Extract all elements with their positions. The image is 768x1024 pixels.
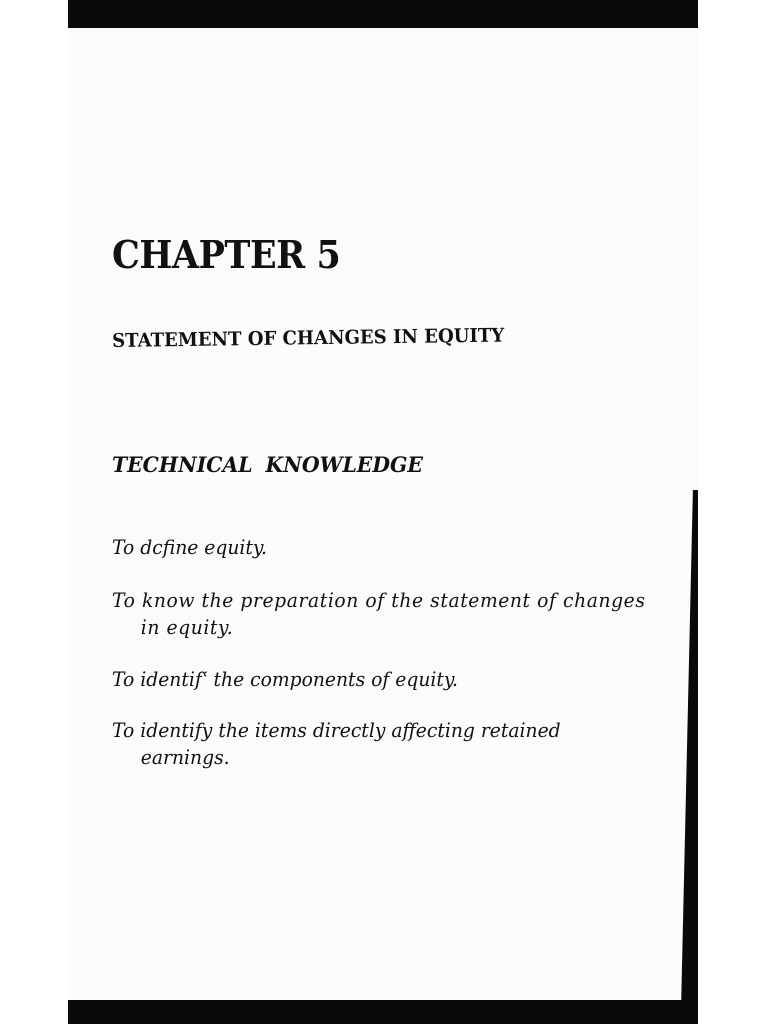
objective-item: To identifʿ the components of equity.: [112, 668, 458, 691]
scan-border-top: [68, 0, 698, 28]
chapter-heading: CHAPTER 5: [112, 232, 341, 277]
objective-item: To identify the items directly affecting retained earnings.: [112, 719, 561, 769]
objectives-list: [112, 534, 672, 796]
scan-border-bottom: [68, 1000, 698, 1024]
document-page: [68, 28, 698, 1000]
objective-item: To know the preparation of the statement of changes in equity.: [112, 589, 646, 639]
chapter-title: STATEMENT OF CHANGES IN EQUITY: [112, 324, 505, 352]
objective-item: To dcfine equity.: [112, 536, 267, 559]
section-heading: TECHNICAL KNOWLEDGE: [112, 452, 423, 477]
